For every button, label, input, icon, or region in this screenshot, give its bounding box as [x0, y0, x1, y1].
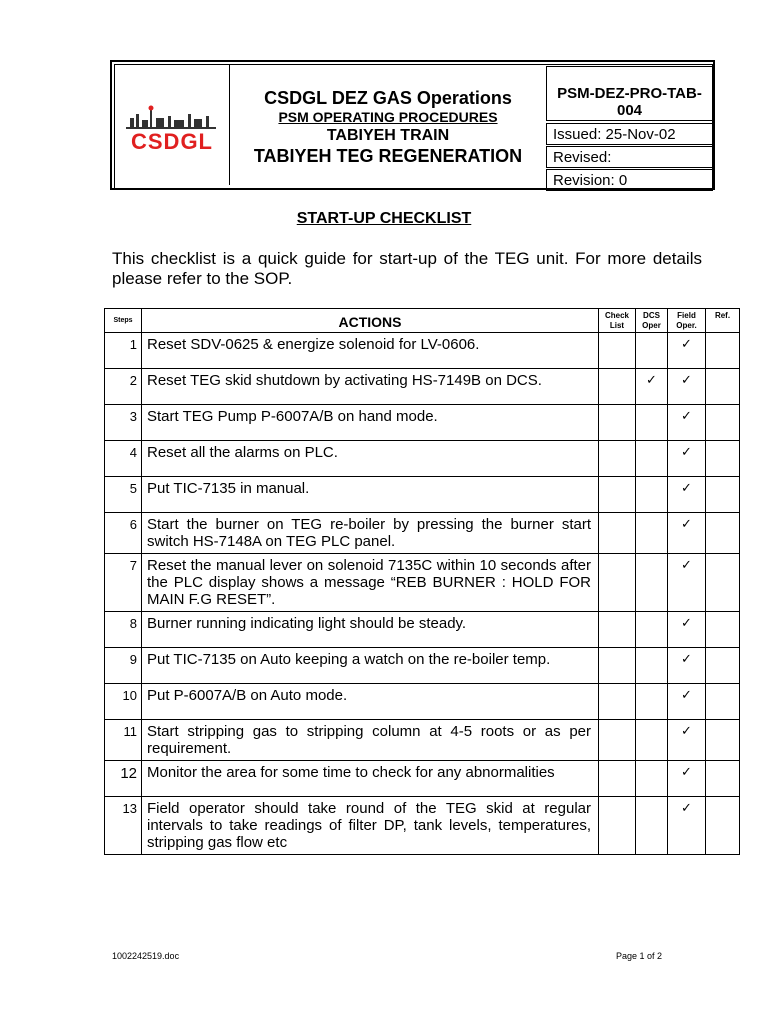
table-row: [105, 720, 740, 761]
field-oper-cell: ✓: [668, 477, 706, 513]
field-oper-cell: ✓: [668, 554, 706, 612]
ref-cell: [706, 648, 740, 684]
table-row: [105, 333, 740, 369]
ref-cell: [706, 797, 740, 855]
step-action: Start the burner on TEG re-boiler by pressing the burner start switch HS-7148A on TEG PLC panel.: [142, 513, 599, 554]
ref-cell: [706, 612, 740, 648]
col-header-dcs-oper: DCS Oper: [636, 309, 668, 333]
check-list-cell: [599, 797, 636, 855]
check-list-cell: [599, 441, 636, 477]
check-list-cell: [599, 477, 636, 513]
step-action: Start TEG Pump P-6007A/B on hand mode.: [142, 405, 599, 441]
step-number: 7: [105, 554, 142, 612]
check-list-cell: [599, 369, 636, 405]
intro-paragraph: This checklist is a quick guide for start-up of the TEG unit. For more details please refer to the SOP.: [112, 249, 702, 288]
step-number: 1: [105, 333, 142, 369]
check-list-cell: [599, 612, 636, 648]
startup-checklist-table: [104, 308, 740, 855]
table-row: [105, 684, 740, 720]
col-header-field-oper: Field Oper.: [668, 309, 706, 333]
col-header-check-list: Check List: [599, 309, 636, 333]
step-action: Put TIC-7135 in manual.: [142, 477, 599, 513]
dcs-oper-cell: [636, 513, 668, 554]
ref-cell: [706, 761, 740, 797]
step-number: 5: [105, 477, 142, 513]
col-header-actions: ACTIONS: [142, 309, 599, 333]
step-action: Put TIC-7135 on Auto keeping a watch on the re-boiler temp.: [142, 648, 599, 684]
step-number: 8: [105, 612, 142, 648]
dcs-oper-cell: [636, 441, 668, 477]
step-number: 2: [105, 369, 142, 405]
step-action: Field operator should take round of the TEG skid at regular intervals to take readings of filter DP, tank levels, temperatures, stripping gas flow etc: [142, 797, 599, 855]
revision-number: Revision: 0: [546, 169, 713, 191]
step-number: 9: [105, 648, 142, 684]
check-list-cell: [599, 648, 636, 684]
footer-filename: 1002242519.doc: [112, 951, 180, 961]
step-number: 4: [105, 441, 142, 477]
unit-label: TABIYEH TEG REGENERATION: [253, 146, 523, 166]
ref-cell: [706, 684, 740, 720]
field-oper-cell: ✓: [668, 513, 706, 554]
step-number: 12: [105, 761, 142, 797]
step-action: Monitor the area for some time to check for any abnormalities: [142, 761, 599, 797]
check-list-cell: [599, 405, 636, 441]
table-row: [105, 369, 740, 405]
step-action: Burner running indicating light should be steady.: [142, 612, 599, 648]
table-row: [105, 797, 740, 855]
step-number: 13: [105, 797, 142, 855]
csdgl-logo: [120, 104, 224, 152]
ref-cell: [706, 513, 740, 554]
logo-cell: [114, 64, 230, 185]
table-row: [105, 612, 740, 648]
ref-cell: [706, 405, 740, 441]
check-list-cell: [599, 720, 636, 761]
procedures-label: PSM OPERATING PROCEDURES: [278, 109, 498, 125]
table-row: [105, 761, 740, 797]
dcs-oper-cell: [636, 333, 668, 369]
table-row: [105, 648, 740, 684]
check-list-cell: [599, 333, 636, 369]
table-row: [105, 405, 740, 441]
doc-code: PSM-DEZ-PRO-TAB-004: [546, 66, 713, 121]
field-oper-cell: ✓: [668, 648, 706, 684]
step-action: Reset SDV-0625 & energize solenoid for LV-0606.: [142, 333, 599, 369]
check-list-cell: [599, 684, 636, 720]
table-row: [105, 513, 740, 554]
check-list-cell: [599, 761, 636, 797]
step-action: Reset all the alarms on PLC.: [142, 441, 599, 477]
ref-cell: [706, 333, 740, 369]
field-oper-cell: ✓: [668, 684, 706, 720]
field-oper-cell: ✓: [668, 369, 706, 405]
dcs-oper-cell: [636, 797, 668, 855]
train-label: TABIYEH TRAIN: [326, 127, 450, 144]
step-number: 3: [105, 405, 142, 441]
dcs-oper-cell: [636, 720, 668, 761]
dcs-oper-cell: [636, 761, 668, 797]
table-row: [105, 554, 740, 612]
header-title-cell: [230, 64, 546, 185]
table-row: [105, 477, 740, 513]
ref-cell: [706, 441, 740, 477]
step-action: Put P-6007A/B on Auto mode.: [142, 684, 599, 720]
footer-page-number: Page 1 of 2: [616, 951, 663, 961]
table-row: [105, 441, 740, 477]
col-header-ref: Ref.: [706, 309, 740, 333]
step-action: Reset TEG skid shutdown by activating HS-7149B on DCS.: [142, 369, 599, 405]
field-oper-cell: ✓: [668, 441, 706, 477]
field-oper-cell: ✓: [668, 405, 706, 441]
step-number: 11: [105, 720, 142, 761]
ref-cell: [706, 720, 740, 761]
field-oper-cell: ✓: [668, 612, 706, 648]
step-number: 10: [105, 684, 142, 720]
check-list-cell: [599, 513, 636, 554]
dcs-oper-cell: [636, 612, 668, 648]
field-oper-cell: ✓: [668, 797, 706, 855]
step-action: Reset the manual lever on solenoid 7135C within 10 seconds after the PLC display shows a message “REB BURNER : HOLD FOR MAIN F.G RESET”.: [142, 554, 599, 612]
dcs-oper-cell: [636, 554, 668, 612]
field-oper-cell: ✓: [668, 333, 706, 369]
col-header-steps: Steps: [105, 309, 142, 333]
logo-text: CSDGL: [131, 129, 213, 152]
ref-cell: [706, 554, 740, 612]
dcs-oper-cell: [636, 648, 668, 684]
issued-date: Issued: 25-Nov-02: [546, 123, 713, 145]
ref-cell: [706, 477, 740, 513]
dcs-oper-cell: [636, 684, 668, 720]
revised-date: Revised:: [546, 146, 713, 168]
dcs-oper-cell: [636, 405, 668, 441]
refinery-skyline-icon: [126, 110, 216, 129]
dcs-oper-cell: [636, 477, 668, 513]
field-oper-cell: ✓: [668, 761, 706, 797]
company-name: CSDGL DEZ GAS Operations: [264, 88, 512, 108]
ref-cell: [706, 369, 740, 405]
step-number: 6: [105, 513, 142, 554]
checklist-title: START-UP CHECKLIST: [296, 210, 472, 227]
dcs-oper-cell: ✓: [636, 369, 668, 405]
step-action: Start stripping gas to stripping column at 4-5 roots or as per requirement.: [142, 720, 599, 761]
field-oper-cell: ✓: [668, 720, 706, 761]
check-list-cell: [599, 554, 636, 612]
table-header-row: [105, 309, 740, 333]
